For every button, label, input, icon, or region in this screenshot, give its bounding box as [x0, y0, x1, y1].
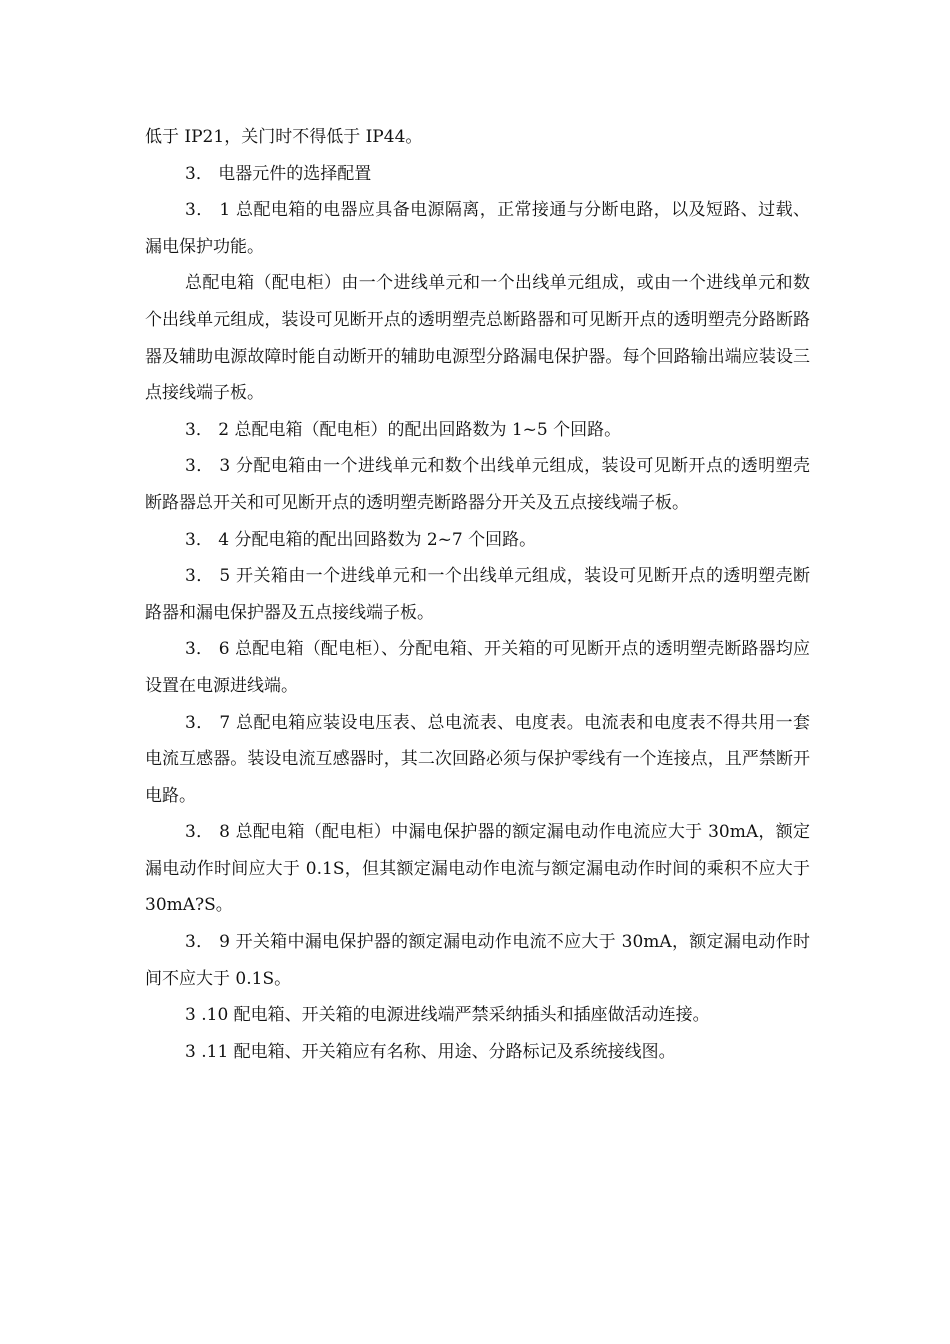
paragraph-3-9: 3． 9 开关箱中漏电保护器的额定漏电动作电流不应大于 30mA，额定漏电动作时间不应大于 0.1S。 [145, 932, 810, 989]
paragraph-main-distribution-box: 总配电箱（配电柜）由一个进线单元和一个出线单元组成，或由一个进线单元和数个出线单元组成，装设可见断开点的透明塑壳总断路器和可见断开点的透明塑壳分路断路器及辅助电源故障时能自动断开的辅助电源型分路漏电保护器。每个回路输出端应装设三点接线端子板。 [145, 273, 810, 404]
paragraph-3-7: 3． 7 总配电箱应装设电压表、总电流表、电度表。电流表和电度表不得共用一套电流互感器。装设电流互感器时，其二次回路必须与保护零线有一个连接点，且严禁断开电路。 [145, 712, 810, 806]
paragraph-3-4: 3． 4 分配电箱的配出回路数为 2~7 个回路。 [185, 529, 537, 550]
paragraph-3-3: 3． 3 分配电箱由一个进线单元和数个出线单元组成，装设可见断开点的透明塑壳断路器总开关和可见断开点的透明塑壳断路器分开关及五点接线端子板。 [145, 456, 810, 513]
paragraph-3-6: 3． 6 总配电箱（配电柜）、分配电箱、开关箱的可见断开点的透明塑壳断路器均应设置在电源进线端。 [145, 639, 810, 696]
paragraph-3-8: 3． 8 总配电箱（配电柜）中漏电保护器的额定漏电动作电流应大于 30mA，额定漏电动作时间应大于 0.1S，但其额定漏电动作电流与额定漏电动作时间的乘积不应大于 30mA?S。 [145, 822, 810, 916]
paragraph-3-1: 3． 1 总配电箱的电器应具备电源隔离，正常接通与分断电路，以及短路、过载、漏电保护功能。 [145, 200, 810, 257]
paragraph-3-11: 3 .11 配电箱、开关箱应有名称、用途、分路标记及系统接线图。 [185, 1041, 676, 1062]
section-heading-electrical-components: 3． 电器元件的选择配置 [185, 163, 372, 184]
paragraph-3-10: 3 .10 配电箱、开关箱的电源进线端严禁采纳插头和插座做活动连接。 [185, 1005, 710, 1026]
paragraph-3-5: 3． 5 开关箱由一个进线单元和一个出线单元组成，装设可见断开点的透明塑壳断路器和漏电保护器及五点接线端子板。 [145, 566, 810, 623]
paragraph-3-2: 3． 2 总配电箱（配电柜）的配出回路数为 1~5 个回路。 [185, 419, 622, 440]
document-body [145, 119, 810, 1070]
paragraph-protection-rating: 低于 IP21，关门时不得低于 IP44。 [145, 127, 423, 147]
